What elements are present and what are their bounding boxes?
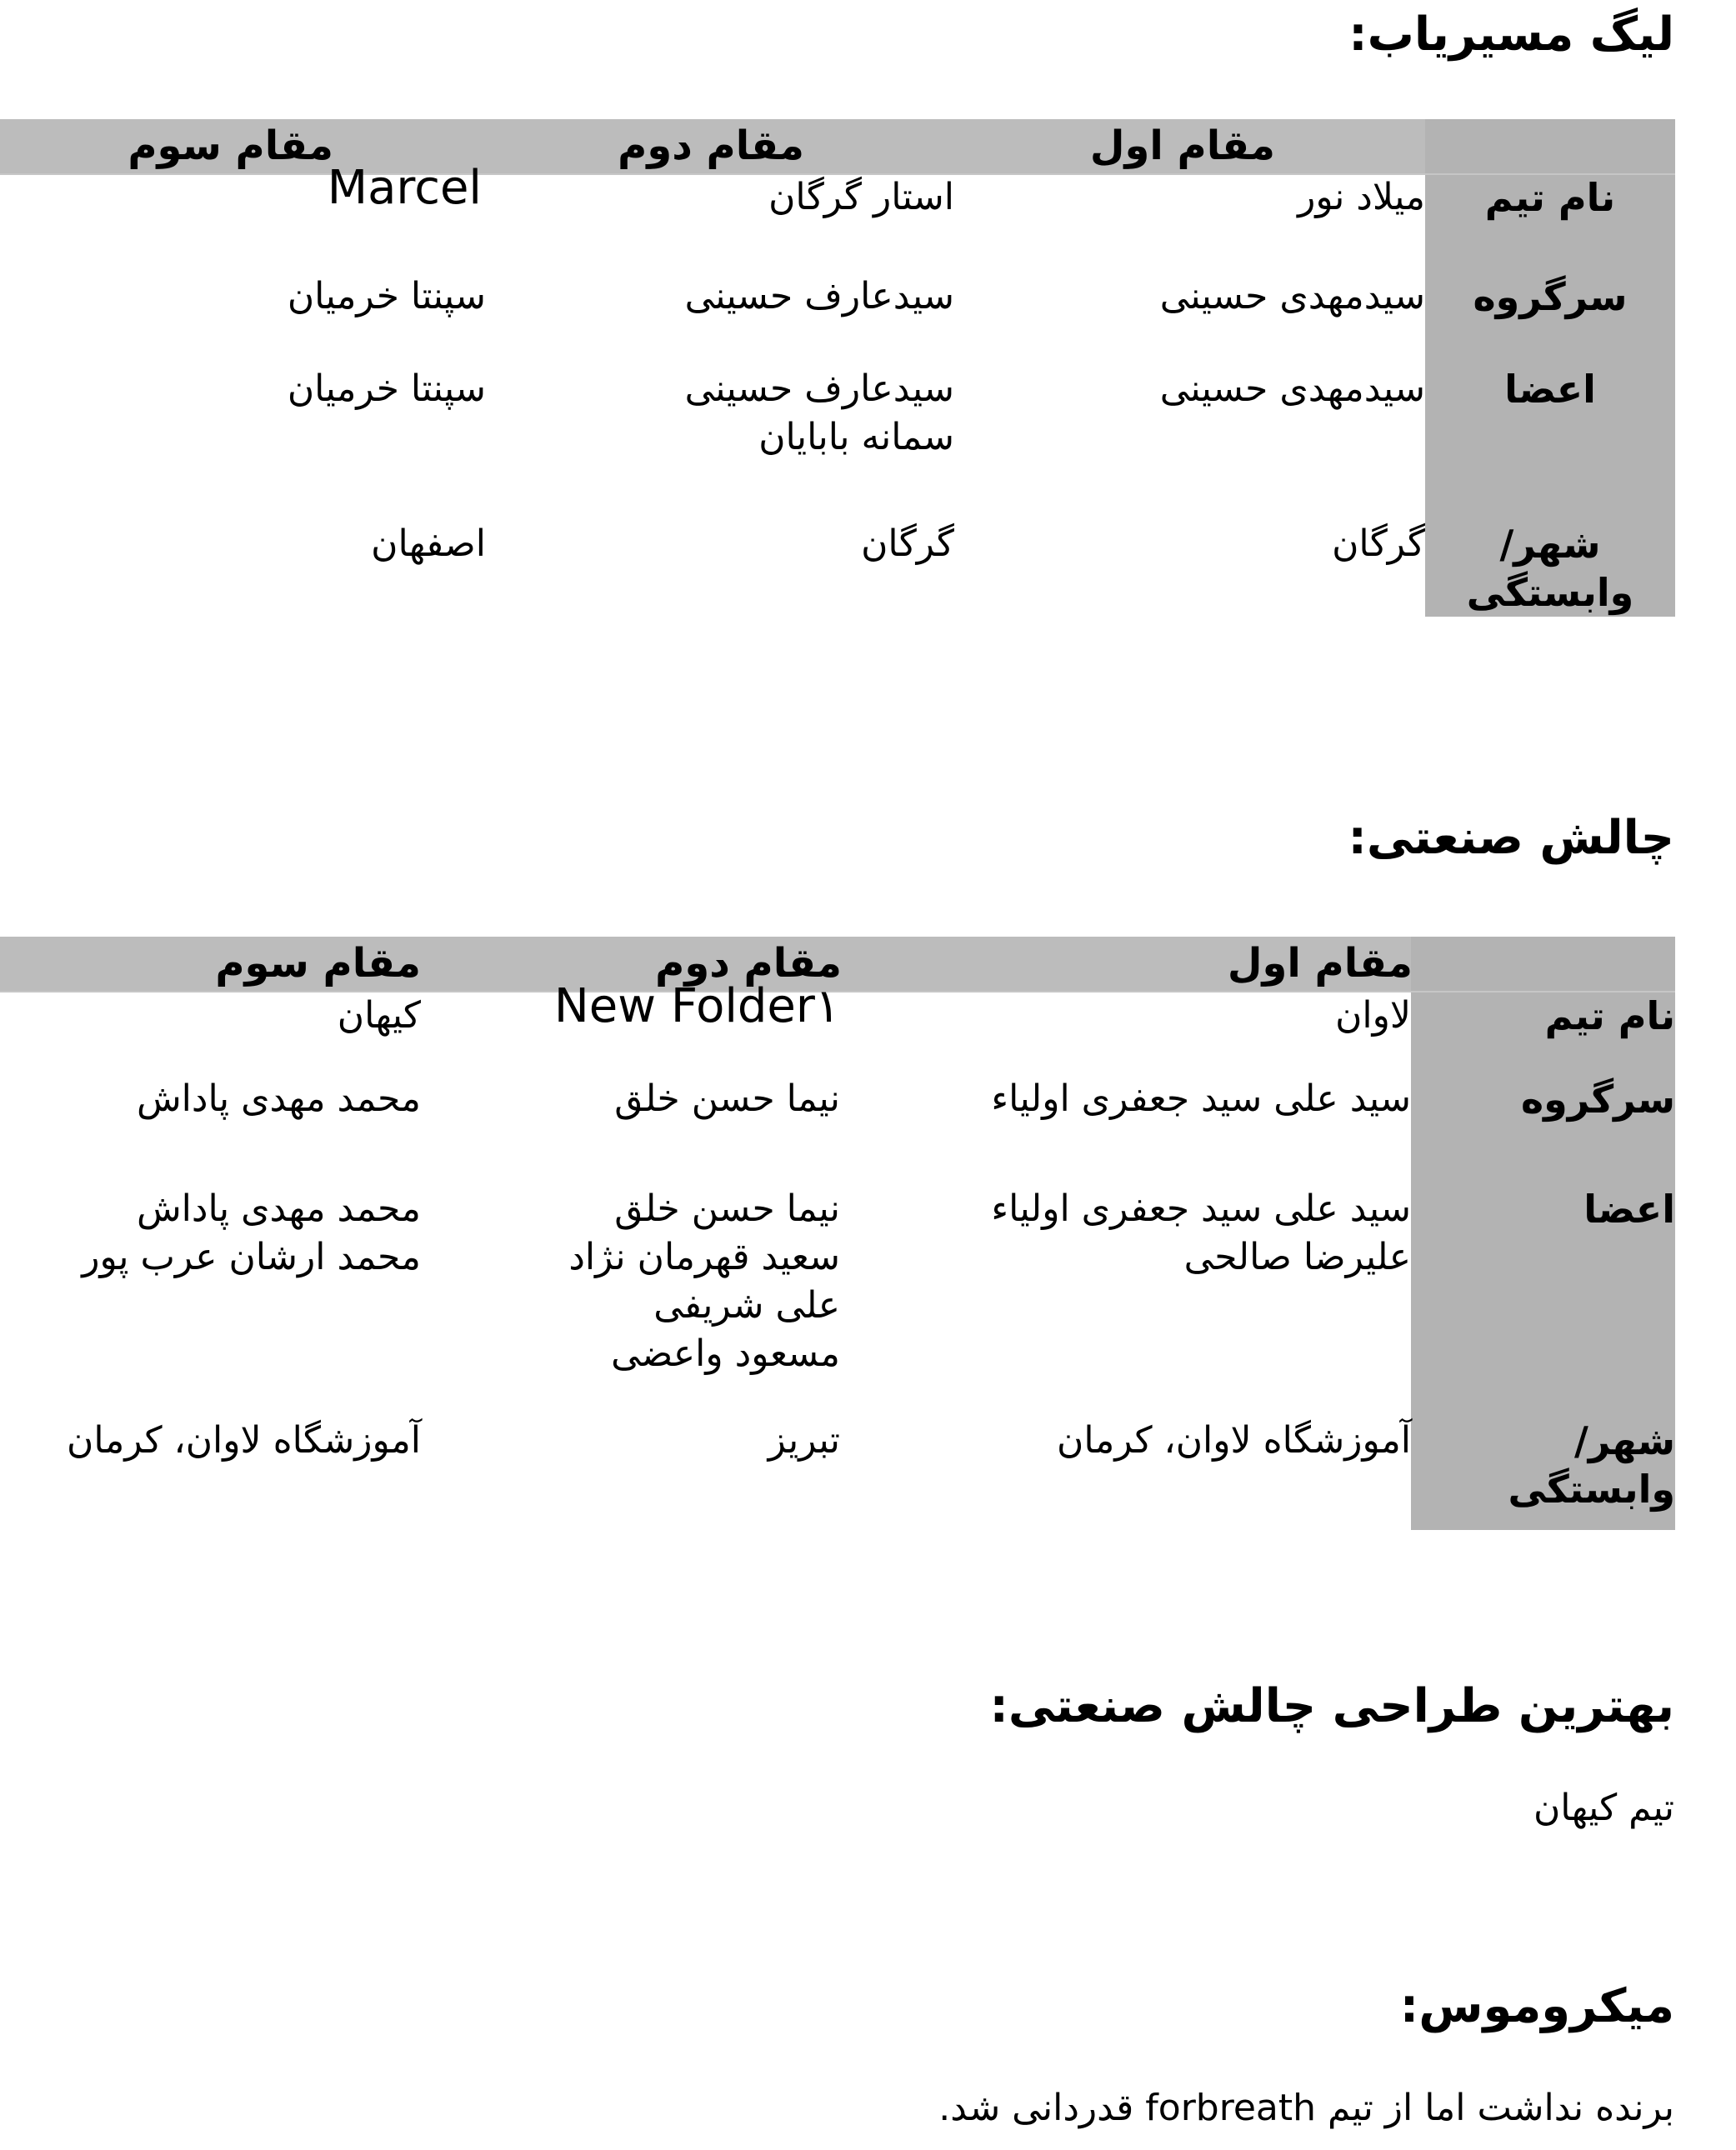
industrial-col-third-header: مقام سوم <box>215 940 421 987</box>
industrial-label-team: نام تیم <box>1544 993 1675 1038</box>
best-design-heading: بهترین طراحی چالش صنعتی: <box>989 1679 1674 1733</box>
industrial-col-second-header: مقام دوم <box>655 940 842 987</box>
industrial-first-leader: سید علی سید جعفری اولیاء <box>991 1078 1411 1120</box>
masiryab-first-leader: سیدمهدی حسینی <box>1159 275 1425 318</box>
masiryab-first-members: سیدمهدی حسینی <box>1159 368 1425 410</box>
masiryab-first-team: میلاد نور <box>1298 176 1425 218</box>
industrial-third-leader: محمد مهدی پاداش <box>136 1078 421 1120</box>
industrial-label-leader: سرگروه <box>1521 1077 1675 1122</box>
industrial-first-team: لاوان <box>1335 994 1411 1037</box>
industrial-col-first-header: مقام اول <box>1227 940 1413 987</box>
micromouse-text: برنده نداشت اما از تیم forbreath قدردانی شد. <box>938 2087 1674 2129</box>
industrial-first-city: آموزشگاه لاوان، کرمان <box>1057 1419 1411 1462</box>
masiryab-second-city: گرگان <box>861 522 954 565</box>
masiryab-label-city: شهر/وابستگی <box>1466 522 1634 615</box>
masiryab-label-leader: سرگروه <box>1473 274 1628 319</box>
industrial-heading: چالش صنعتی: <box>1348 811 1674 865</box>
masiryab-second-team: استار گرگان <box>768 176 954 218</box>
masiryab-third-members: سپنتا خرمیان <box>287 368 486 410</box>
industrial-second-city: تبریز <box>768 1419 840 1462</box>
industrial-second-team: New Folder۱ <box>553 979 840 1033</box>
best-design-text: تیم کیهان <box>1533 1787 1674 1829</box>
masiryab-second-leader: سیدعارف حسینی <box>684 275 954 318</box>
industrial-second-members: نیما حسن خلق سعید قهرمان نژاد علی شریفی مسعود واعضی <box>568 1188 840 1375</box>
industrial-third-members: محمد مهدی پاداش محمد ارشان عرب پور <box>82 1188 421 1278</box>
industrial-label-city: شهر/وابستگی <box>1508 1418 1675 1512</box>
micromouse-heading: میکروموس: <box>1399 1979 1674 2033</box>
masiryab-col-first-header: مقام اول <box>1089 122 1275 169</box>
industrial-third-city: آموزشگاه لاوان، کرمان <box>67 1419 421 1462</box>
industrial-label-members: اعضا <box>1583 1187 1675 1232</box>
masiryab-third-city: اصفهان <box>371 522 486 565</box>
masiryab-col-third-header: مقام سوم <box>128 122 333 169</box>
masiryab-heading: لیگ مسیریاب: <box>1348 8 1674 62</box>
masiryab-third-leader: سپنتا خرمیان <box>287 275 486 318</box>
industrial-third-team: کیهان <box>337 994 421 1037</box>
masiryab-col-second-header: مقام دوم <box>618 122 804 169</box>
masiryab-label-team: نام تیم <box>1484 175 1616 220</box>
masiryab-second-members: سیدعارف حسینی سمانه بابایان <box>684 368 954 458</box>
masiryab-first-city: گرگان <box>1332 522 1425 565</box>
masiryab-label-members: اعضا <box>1504 367 1596 412</box>
industrial-second-leader: نیما حسن خلق <box>614 1078 840 1120</box>
masiryab-third-team: Marcel <box>327 161 482 215</box>
industrial-first-members: سید علی سید جعفری اولیاء علیرضا صالحی <box>991 1188 1411 1278</box>
